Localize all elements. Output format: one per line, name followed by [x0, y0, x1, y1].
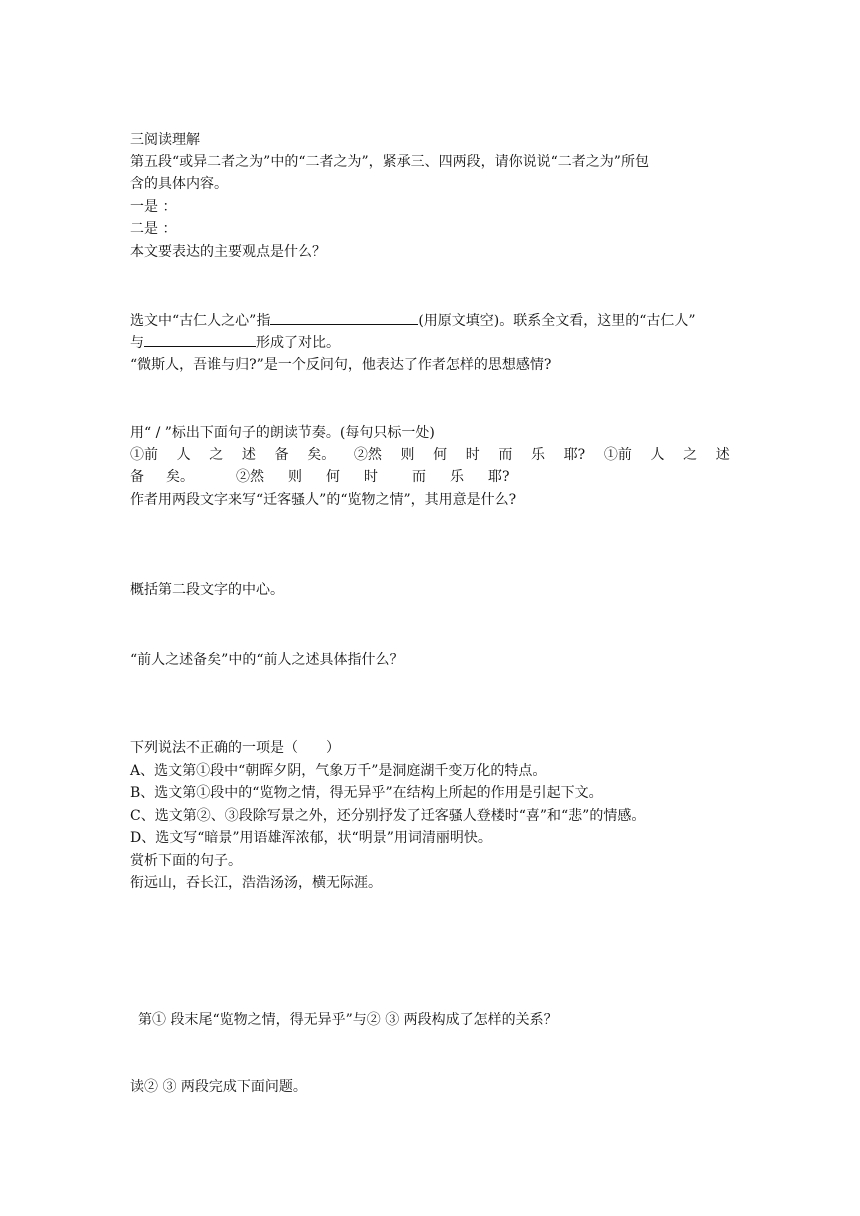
rhythm-token: 乐	[450, 469, 464, 485]
rhythm-token: ②然	[353, 447, 382, 463]
section-title: 三阅读理解	[130, 132, 200, 148]
question-guren-text-2: (用原文填空)。联系全文看，这里的“古仁人”	[418, 313, 696, 329]
rhythm-sentence-line-1	[130, 445, 730, 465]
question-weisiren: “微斯人，吾谁与归?”是一个反问句，他表达了作者怎样的思想感情?	[130, 357, 552, 373]
option-b: B、选文第①段中的“览物之情，得无异乎”在结构上所起的作用是引起下文。	[130, 785, 603, 801]
rhythm-token: 人	[650, 447, 665, 463]
appreciate-sentence: 衔远山，吞长江，浩浩汤汤，横无际涯。	[130, 875, 382, 891]
question-second-paragraph: 概括第二段文字的中心。	[130, 582, 284, 598]
question-fifth-paragraph-cont: 含的具体内容。	[130, 176, 228, 192]
question-rhythm: 用“ / ”标出下面句子的朗读节奏。(每句只标一处)	[130, 425, 435, 441]
fill-blank-2[interactable]	[144, 332, 256, 347]
rhythm-token: 则	[288, 469, 302, 485]
answer-line-two: 二是 ：	[130, 221, 177, 237]
rhythm-token: 时	[364, 469, 378, 485]
answer-line-one: 一是 ：	[130, 199, 177, 215]
rhythm-token: ①前	[603, 447, 632, 463]
question-guren-text-4: 形成了对比。	[256, 335, 340, 351]
rhythm-token: 何	[433, 447, 448, 463]
question-guren-text: 选文中“古仁人之心”指	[130, 313, 271, 329]
rhythm-token: 之	[683, 447, 698, 463]
option-d: D、选文写“暗景”用语雄浑浓郁，状“明景”用词清丽明快。	[130, 830, 492, 846]
question-relation: 第① 段末尾“览物之情，得无异乎”与② ③ 两段构成了怎样的关系？	[138, 1012, 558, 1028]
rhythm-token: 耶?	[488, 469, 510, 485]
question-guren-cont	[130, 332, 340, 353]
rhythm-token: 人	[176, 447, 191, 463]
rhythm-token: 述	[241, 447, 256, 463]
option-c: C、选文第②、③段除写景之外，还分别抒发了迁客骚人登楼时“喜”和“悲”的情感。	[130, 808, 646, 824]
fill-blank-1[interactable]	[270, 310, 418, 325]
rhythm-token: 矣。	[166, 469, 194, 485]
question-qianren: “前人之述备矣”中的“前人之述具体指什么？	[130, 652, 404, 668]
question-lanwu: 作者用两段文字来写“迁客骚人”的“览物之情”，其用意是什么?	[130, 492, 517, 508]
rhythm-token: 矣。	[307, 447, 336, 463]
rhythm-token: 何	[326, 469, 340, 485]
rhythm-token: 耶?	[563, 447, 586, 463]
rhythm-token: 述	[715, 447, 730, 463]
question-incorrect-option: 下列说法不正确的一项是（ ）	[130, 740, 340, 756]
rhythm-token: 乐	[531, 447, 546, 463]
rhythm-token: 之	[209, 447, 224, 463]
rhythm-token: 时	[465, 447, 480, 463]
question-read-23: 读② ③ 两段完成下面问题。	[130, 1079, 307, 1095]
question-guren-text-3: 与	[130, 335, 144, 351]
rhythm-token: ②然	[236, 469, 264, 485]
rhythm-token: 则	[400, 447, 415, 463]
rhythm-token: ①前	[130, 447, 158, 463]
option-a: A、选文第①段中“朝晖夕阴，气象万千”是洞庭湖千变万化的特点。	[130, 763, 547, 779]
rhythm-sentence-line-2	[130, 467, 510, 487]
question-main-point: 本文要表达的主要观点是什么？	[130, 244, 326, 260]
question-fifth-paragraph: 第五段“或异二者之为”中的“二者之为”，紧承三、四两段，请你说说“二者之为”所包	[130, 154, 649, 170]
rhythm-token: 而	[412, 469, 426, 485]
rhythm-token: 而	[498, 447, 513, 463]
question-appreciate: 赏析下面的句子。	[130, 853, 242, 869]
rhythm-token: 备	[130, 469, 144, 485]
rhythm-token: 备	[274, 447, 289, 463]
question-guren	[130, 310, 696, 331]
